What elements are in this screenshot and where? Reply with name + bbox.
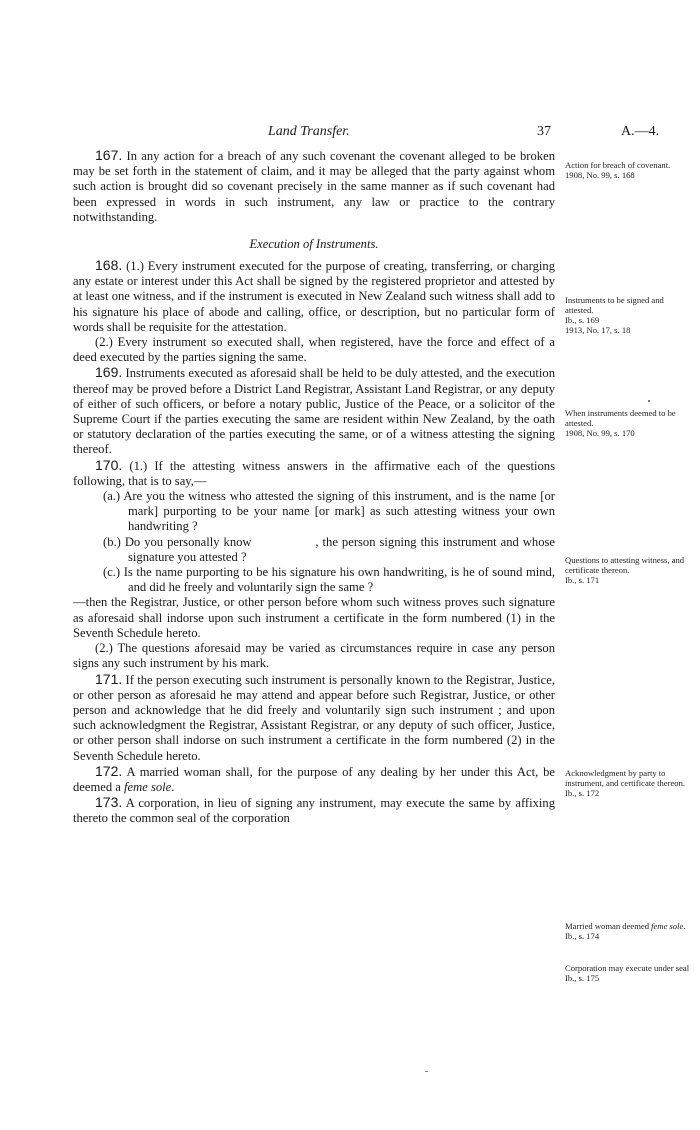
- note-text: Instruments to be signed and attested.: [565, 295, 664, 315]
- section-number: 173.: [95, 794, 123, 811]
- margin-note-167: [565, 160, 693, 180]
- question-c: (c.) Is the name purporting to be his signature his own handwriting, is he of sound mind, and did he freely and voluntarily sign the same ?: [103, 565, 555, 595]
- note-text: Questions to attesting witness, and certificate thereon.: [565, 555, 685, 575]
- section-number: 168.: [95, 257, 123, 274]
- margin-note-169: [565, 408, 693, 438]
- section-heading: Execution of Instruments.: [249, 237, 379, 252]
- running-header: [0, 124, 700, 144]
- margin-note-171: [565, 768, 693, 798]
- note-text: Action for breach of covenant.: [565, 160, 671, 170]
- note-reference: Ib., s. 172: [565, 788, 600, 798]
- section-text: (1.) If the attesting witness answers in the affirmative each of the questions following, that is to say,—: [73, 458, 555, 488]
- note-reference: Ib., s. 169: [565, 315, 600, 325]
- section-text-end: .: [171, 779, 175, 794]
- header-title: Land Transfer.: [268, 124, 350, 139]
- section-text: (1.) Every instrument executed for the purpose of creating, transferring, or charging any estate or interest under this Act shall be signed by the registered proprietor and attested by at least one witness, and if the instrument is executed in New Zealand such witness shall add to his signature his place of abode and calling, office, or description, but no particular form of words shall be requisite for the attestation.: [73, 259, 555, 334]
- section-text: Instruments executed as aforesaid shall be held to be duly attested, and the execution thereof may be proved before a District Land Registrar, Assistant Land Registrar, or any deputy of either of such officers, or before a notary public, Justice of the Peace, or a solicitor of the Supreme Court if the parties executing the same are resident within New Zealand, by the oath or statutory declaration of the parties executing the same, or of a witness attesting the signing thereof.: [73, 366, 555, 457]
- section-171: [73, 672, 555, 764]
- question-a: (a.) Are you the witness who attested the signing of this instrument, and is the name [or mark] purporting to be your name [or mark] as such attesting witness your own handwriting ?: [103, 489, 555, 534]
- body-text: [73, 147, 559, 827]
- margin-note-168: [565, 295, 693, 335]
- print-speck: [648, 400, 650, 402]
- section-169: [73, 365, 555, 457]
- page-number: 37: [537, 124, 551, 139]
- note-reference: 1908, No. 99, s. 170: [565, 428, 635, 438]
- section-number: 172.: [95, 762, 123, 779]
- section-text: In any action for a breach of any such covenant the covenant alleged to be broken may be set forth in the statement of claim, and it may be alleged that the party against whom such action is brought did so covenant precisely in the same manner as if such covenant had been expressed in words in such instrument, any law or practice to the contrary notwithstanding.: [73, 149, 555, 224]
- note-reference: Ib., s. 171: [565, 575, 600, 585]
- section-text: If the person executing such instrument is personally known to the Registrar, Justice, or other person as aforesaid he may attend and appear before such Registrar, Justice, or other person and acknowledge that he did freely and voluntarily sign such instrument ; and upon such acknowledgment the Registrar, Assistant Registrar, or any deputy of such officer, Justice, or other person shall indorse on such instrument a certificate in the form numbered (2) in the Seventh Schedule hereto.: [73, 672, 555, 763]
- section-170: [73, 458, 555, 489]
- print-speck: [425, 1071, 428, 1072]
- margin-note-172: [565, 921, 693, 941]
- section-text: A married woman shall, for the purpose of any dealing by her under this Act, be deemed a: [73, 764, 555, 794]
- note-text-end: .: [683, 921, 686, 931]
- margin-note-170: [565, 555, 693, 585]
- margin-note-173: [565, 963, 693, 983]
- section-167: [73, 148, 555, 225]
- question-b: (b.) Do you personally know , the person signing this instrument and whose signature you attested ?: [103, 534, 559, 564]
- section-168-subsection-2: (2.) Every instrument so executed shall, when registered, have the force and effect of a deed executed by the parties signing the same.: [73, 335, 555, 365]
- note-reference: 1913, No. 17, s. 18: [565, 325, 631, 335]
- section-170-then: —then the Registrar, Justice, or other person before whom such witness proves such signature as aforesaid shall indorse upon such instrument a certificate in the form numbered (1) in the Seventh Schedule hereto.: [73, 595, 555, 640]
- note-reference: 1908, No. 99, s. 168: [565, 170, 635, 180]
- italic-term: feme sole: [124, 779, 172, 794]
- note-text: Acknowledgment by party to instrument, and certificate thereon.: [565, 768, 686, 788]
- note-text-part: Married woman deemed: [565, 921, 652, 931]
- section-173: [73, 795, 555, 826]
- section-number: 170.: [95, 456, 123, 473]
- section-172: [73, 764, 555, 795]
- note-text: Corporation may execute under seal: [565, 963, 690, 973]
- note-reference: Ib., s. 174: [565, 931, 600, 941]
- note-text: [565, 921, 693, 931]
- note-reference: Ib., s. 175: [565, 973, 600, 983]
- note-italic-term: feme sole: [651, 921, 684, 931]
- document-code: A.—4.: [621, 124, 660, 139]
- section-168: [73, 258, 555, 335]
- section-number: 171.: [95, 670, 123, 687]
- note-text: When instruments deemed to be attested.: [565, 408, 676, 428]
- section-number: 167.: [95, 147, 123, 163]
- section-text: A corporation, in lieu of signing any instrument, may execute the same by affixing thereto the common seal of the corporation: [73, 796, 555, 826]
- section-number: 169.: [95, 364, 123, 381]
- section-170-subsection-2: (2.) The questions aforesaid may be varied as circumstances require in case any person signs any such instrument by his mark.: [73, 641, 555, 671]
